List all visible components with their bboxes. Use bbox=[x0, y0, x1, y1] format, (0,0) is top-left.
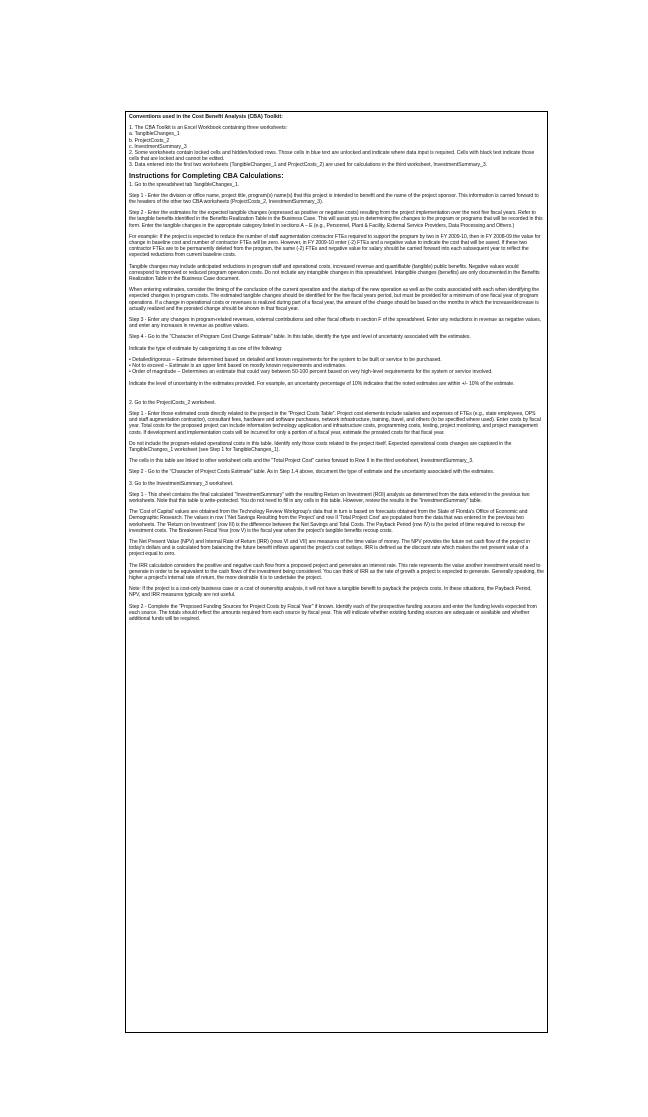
paragraph: The Net Present Value (NPV) and Internal Rate of Return (IRR) (rows VI and VII) are measures of the time value of money. The NPV provides the future net cash flow of the project in today's dollars and is calculated from balancing the future benefit inflows against the project's cost outlays. IRR is defined as the discount rate which makes the net present value of a project equal to zero. bbox=[129, 538, 530, 558]
conventions-line: a. TangibleChanges_1 bbox=[129, 131, 180, 138]
section-1-heading: 1. Go to the spreadsheet tab TangibleChanges_1. bbox=[129, 181, 239, 188]
list-item: • Order of magnitude – Determines an estimate that could vary between 50-100 percent based on very high-level requirements for the system or service involved. bbox=[129, 369, 493, 376]
paragraph: Step 2 - Go to the "Character of Project Costs Estimate" table. As in Step 1.4 above, document the type of estimate and the uncertainty associated with the estimates. bbox=[129, 469, 495, 476]
paragraph: Step 2 - Enter the estimates for the expected tangible changes (expressed as positive or negative costs) resulting from the project implementation over the next five fiscal years. Refer to the tangible benefits identified in the Benefits Realization Table in the Business Case. This will assist you in determining the changes to the program or programs that will be recorded in this form. Enter the tangible changes in the appropriate category listed in sections A – E (e.g., Personnel, Plant & Facility, External Service Providers, Data Processing and Others.) bbox=[129, 210, 543, 229]
section-3-heading: 3. Go to the InvestmentSummary_3 worksheet. bbox=[129, 480, 234, 487]
conventions-line: 3. Data entered into the first two worksheets (TangibleChanges_1 and ProjectCosts_2) are used for calculations in the third worksheet, InvestmentSummary_3. bbox=[129, 162, 488, 169]
conventions-line: 1. The CBA Toolkit is an Excel Workbook containing three worksheets: bbox=[129, 125, 288, 132]
paragraph: For example: If the project is expected to reduce the number of staff augmentation contractor FTEs required to support the program by two in FY 2009-10, then in FY 2008-09 the value for change in baseline cost and number of contractor FTEs will be zero. However, in FY 2009-10 enter (-2) FTEs and a negative value to indicate the cost that will be saved. If these two contractor FTEs are to be permanently deleted from the program, the same (-2) FTEs and negative value for salary should be carried forward into each subsequent year to reflect the expected reductions from current baseline costs. bbox=[129, 233, 541, 259]
paragraph: Note: If the project is a cost-only business case or a cost of ownership analysis, it will not have a tangible benefit to payback the projects costs. In these situations, the Payback Period, NPV, and IRR measures typically are not useful. bbox=[129, 586, 532, 599]
document-page bbox=[125, 111, 548, 1033]
paragraph: Indicate the level of uncertainty in the estimates provided. For example, an uncertainty percentage of 10% indicates that the noted estimates are within +/- 10% of the estimate. bbox=[129, 380, 515, 387]
paragraph: Do not include the program-related operational costs in this table. Identify only those costs related to the project itself. Expected operational costs changes are captured in the TangibleChanges_1 worksheet (see Step 1 for TangibleChanges_1). bbox=[129, 440, 512, 453]
paragraph: Step 1 - This sheet contains the final calculated "InvestmentSummary" with the resulting Return on Investment (ROI) analysis as determined from the data entered in the previous two worksheets. Note that this table is write-protected. You do not need to fill in any cells in this table. However, review the results in the "InvestmentSummary" table. bbox=[129, 491, 530, 504]
estimate-type-list bbox=[129, 357, 544, 376]
paragraph: When entering estimates, consider the timing of the conclusion of the current operation and the startup of the new operation as well as the costs associated with each when identifying the expected changes in program costs. The estimated tangible changes should be identified for the five fiscal years period, but must be provided for a minimum of one fiscal year of program operations. If a change in operational costs or revenues is realized during part of a fiscal year, the amount of the change should be based on the months in which the increase/decrease is actually realized and the prorated change should be shown in that fiscal year. bbox=[129, 287, 539, 312]
conventions-heading: Conventions used in the Cost Benefit Analysis (CBA) Toolkit: bbox=[129, 114, 283, 120]
list-item: • Detailed/rigorous – Estimate determined based on detailed and known requirements for the system to be built or service to be purchased. bbox=[129, 356, 442, 363]
instructions-title: Instructions for Completing CBA Calculations: bbox=[129, 172, 284, 180]
paragraph: Indicate the type of estimate by categorizing it as one of the following: bbox=[129, 345, 283, 352]
paragraph: Tangible changes may include anticipated reductions in program staff and operational costs, increased revenue and quantifiable (tangible) public benefits. Negative values would correspond to improved or reduced program operation costs. Do not include any intangible changes in this spreadsheet. Intangible changes (benefits) are only documented in the Benefits Realization Table in the Business Case document. bbox=[129, 263, 540, 283]
conventions-line: 2. Some worksheets contain locked cells and hidden/locked rows. Those cells in blue text are unlocked and indicate where data input is required. Cells with black text indicate those cells that are locked and cannot be edited. bbox=[129, 150, 535, 163]
paragraph: Step 1 - Enter those estimated costs directly related to the project in the "Project Costs Table". Project cost elements include salaries and expenses of FTEs (e.g., state employees, OPS and staff augmentation contractor), consultant fees, hardware and software purchases, network infrastructure, training, travel, and others (to be specified where used). Enter costs by fiscal year. Total costs for the proposed project can include information technology application and infrastructure costs, programming costs, testing, project monitoring, and project management costs. If development and implementation costs will be incurred for only a portion of a fiscal year, estimate the prorated costs for that fiscal year. bbox=[129, 410, 541, 436]
paragraph: Step 4 - Go to the "Character of Program Cost Change Estimate" table. In this table, identify the type and level of uncertainty associated with the estimates. bbox=[129, 334, 471, 341]
paragraph: Step 1 - Enter the division or office name, project title, program(s) name(s) that this project is intended to benefit and the name of the project sponsor. This information is carried forward to the headers of the other two CBA worksheets (ProjectCosts_2, InvestmentSummary_3). bbox=[129, 192, 539, 206]
conventions-line: c. InvestmentSummary_3 bbox=[129, 143, 187, 150]
conventions-list bbox=[129, 125, 544, 168]
conventions-line: b. ProjectCosts_2 bbox=[129, 137, 170, 144]
spacer bbox=[129, 392, 544, 400]
paragraph: Step 3 - Enter any changes in program-related revenues, external contributions and other fiscal offsets in section F of the spreadsheet. Enter any reductions in revenue as negative values, and enter any increases in revenue as positive values. bbox=[129, 317, 542, 330]
paragraph: Step 2 - Complete the "Proposed Funding Sources for Project Costs by Fiscal Year" if known. Identify each of the prospective funding sources and enter the funding levels expected from each source. The totals should reflect the amounts required from each source by fiscal year. This will indicate whether existing funding sources are adequate or available and whether additional funds will be required. bbox=[129, 603, 537, 622]
paragraph: The 'Cost of Capital' values are obtained from the Technology Review Workgroup's data that in turn is based on forecasts obtained from the State of Florida's Office of Economic and Demographic Research. The values in row I 'Net Savings Resulting from the Project' and row II 'Total Project Cost' are populated from the data that was entered in the previous two worksheets. The 'Return on Investment' (row III) is the difference between the Net Savings and Total Costs. The Payback Period (row IV) is the period of time required to recoup the investment costs. The Breakeven Fiscal Year (row V) is the fiscal year when the project's tangible benefits recoup costs. bbox=[129, 509, 528, 534]
paragraph: The IRR calculation considers the positive and negative cash flow from a proposed project and generates an interest rate. This rate represents the value another investment would need to generate in order to be equivalent to the cash flows of the investment being considered. You can think of IRR as the rate of growth a project is expected to generate. Generally speaking, the higher a project's internal rate of return, the more desirable it is to undertake the project. bbox=[129, 562, 544, 581]
paragraph: The cells in this table are linked to other worksheet cells and the "Total Project Cost" carries forward to Row II in the third worksheet, InvestmentSummary_3. bbox=[129, 458, 474, 465]
list-item: • Not to exceed – Estimate is an upper limit based on mostly known requirements and estimates. bbox=[129, 363, 347, 370]
section-2-heading: 2. Go to the ProjectCosts_2 worksheet. bbox=[129, 399, 216, 406]
